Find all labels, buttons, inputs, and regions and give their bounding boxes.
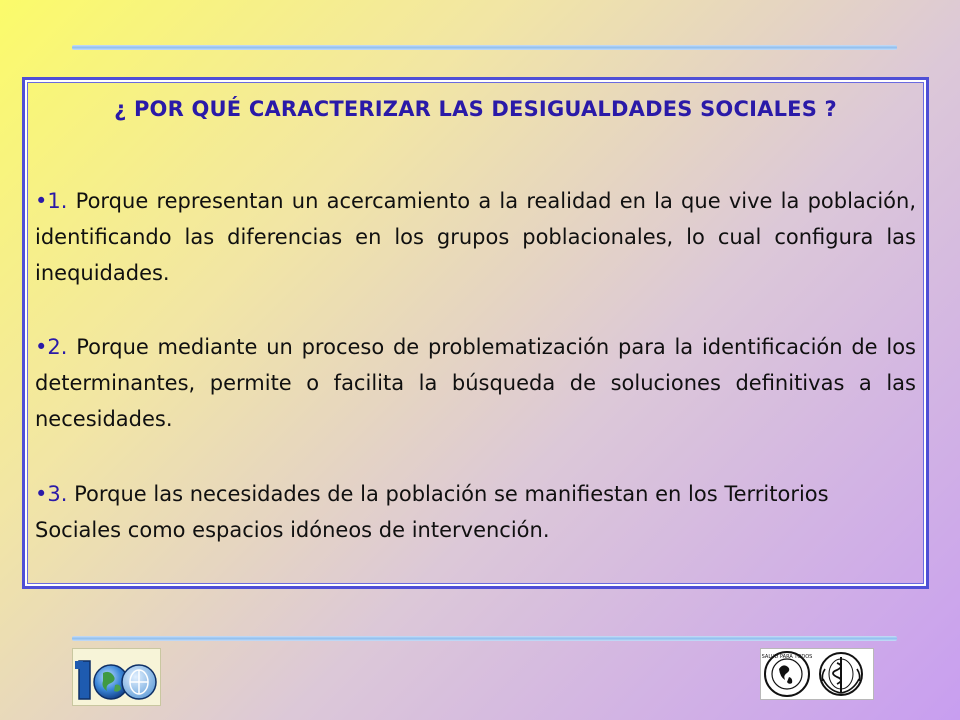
bullet-2: • xyxy=(35,335,48,359)
bottom-divider xyxy=(72,636,897,641)
text-1: Porque representan un acercamiento a la realidad en la que vive la población, identificando las diferencias en los grupos poblacionales, lo cual configura las inequidades. xyxy=(35,189,916,285)
partner-logos xyxy=(760,648,874,700)
slide-title: ¿ POR QUÉ CARACTERIZAR LAS DESIGUALDADES SOCIALES ? xyxy=(114,97,837,121)
list-item-1 xyxy=(35,183,916,291)
list-item-3 xyxy=(35,476,890,548)
centenary-logo xyxy=(72,648,161,706)
who-emblem-icon xyxy=(820,653,862,695)
text-3: Porque las necesidades de la población se manifiestan en los Territorios Sociales como espacios idóneos de intervención. xyxy=(35,482,829,542)
bullet-3: • xyxy=(35,482,48,506)
ops-seal-text: SALUD PARA TODOS xyxy=(761,654,813,660)
centenary-logo-graphic xyxy=(73,649,160,705)
number-1: 1. xyxy=(47,189,68,213)
content-panel xyxy=(22,77,929,589)
bullet-1: • xyxy=(35,189,48,213)
ops-and-who-logos xyxy=(761,649,873,699)
ops-seal-icon xyxy=(762,652,813,696)
number-3: 3. xyxy=(47,482,68,506)
text-2: Porque mediante un proceso de problematización para la identificación de los determinantes, permite o facilita la búsqueda de soluciones definitivas a las necesidades. xyxy=(35,335,916,431)
top-divider xyxy=(72,45,897,50)
list-item-2 xyxy=(35,329,916,437)
number-2: 2. xyxy=(47,335,68,359)
